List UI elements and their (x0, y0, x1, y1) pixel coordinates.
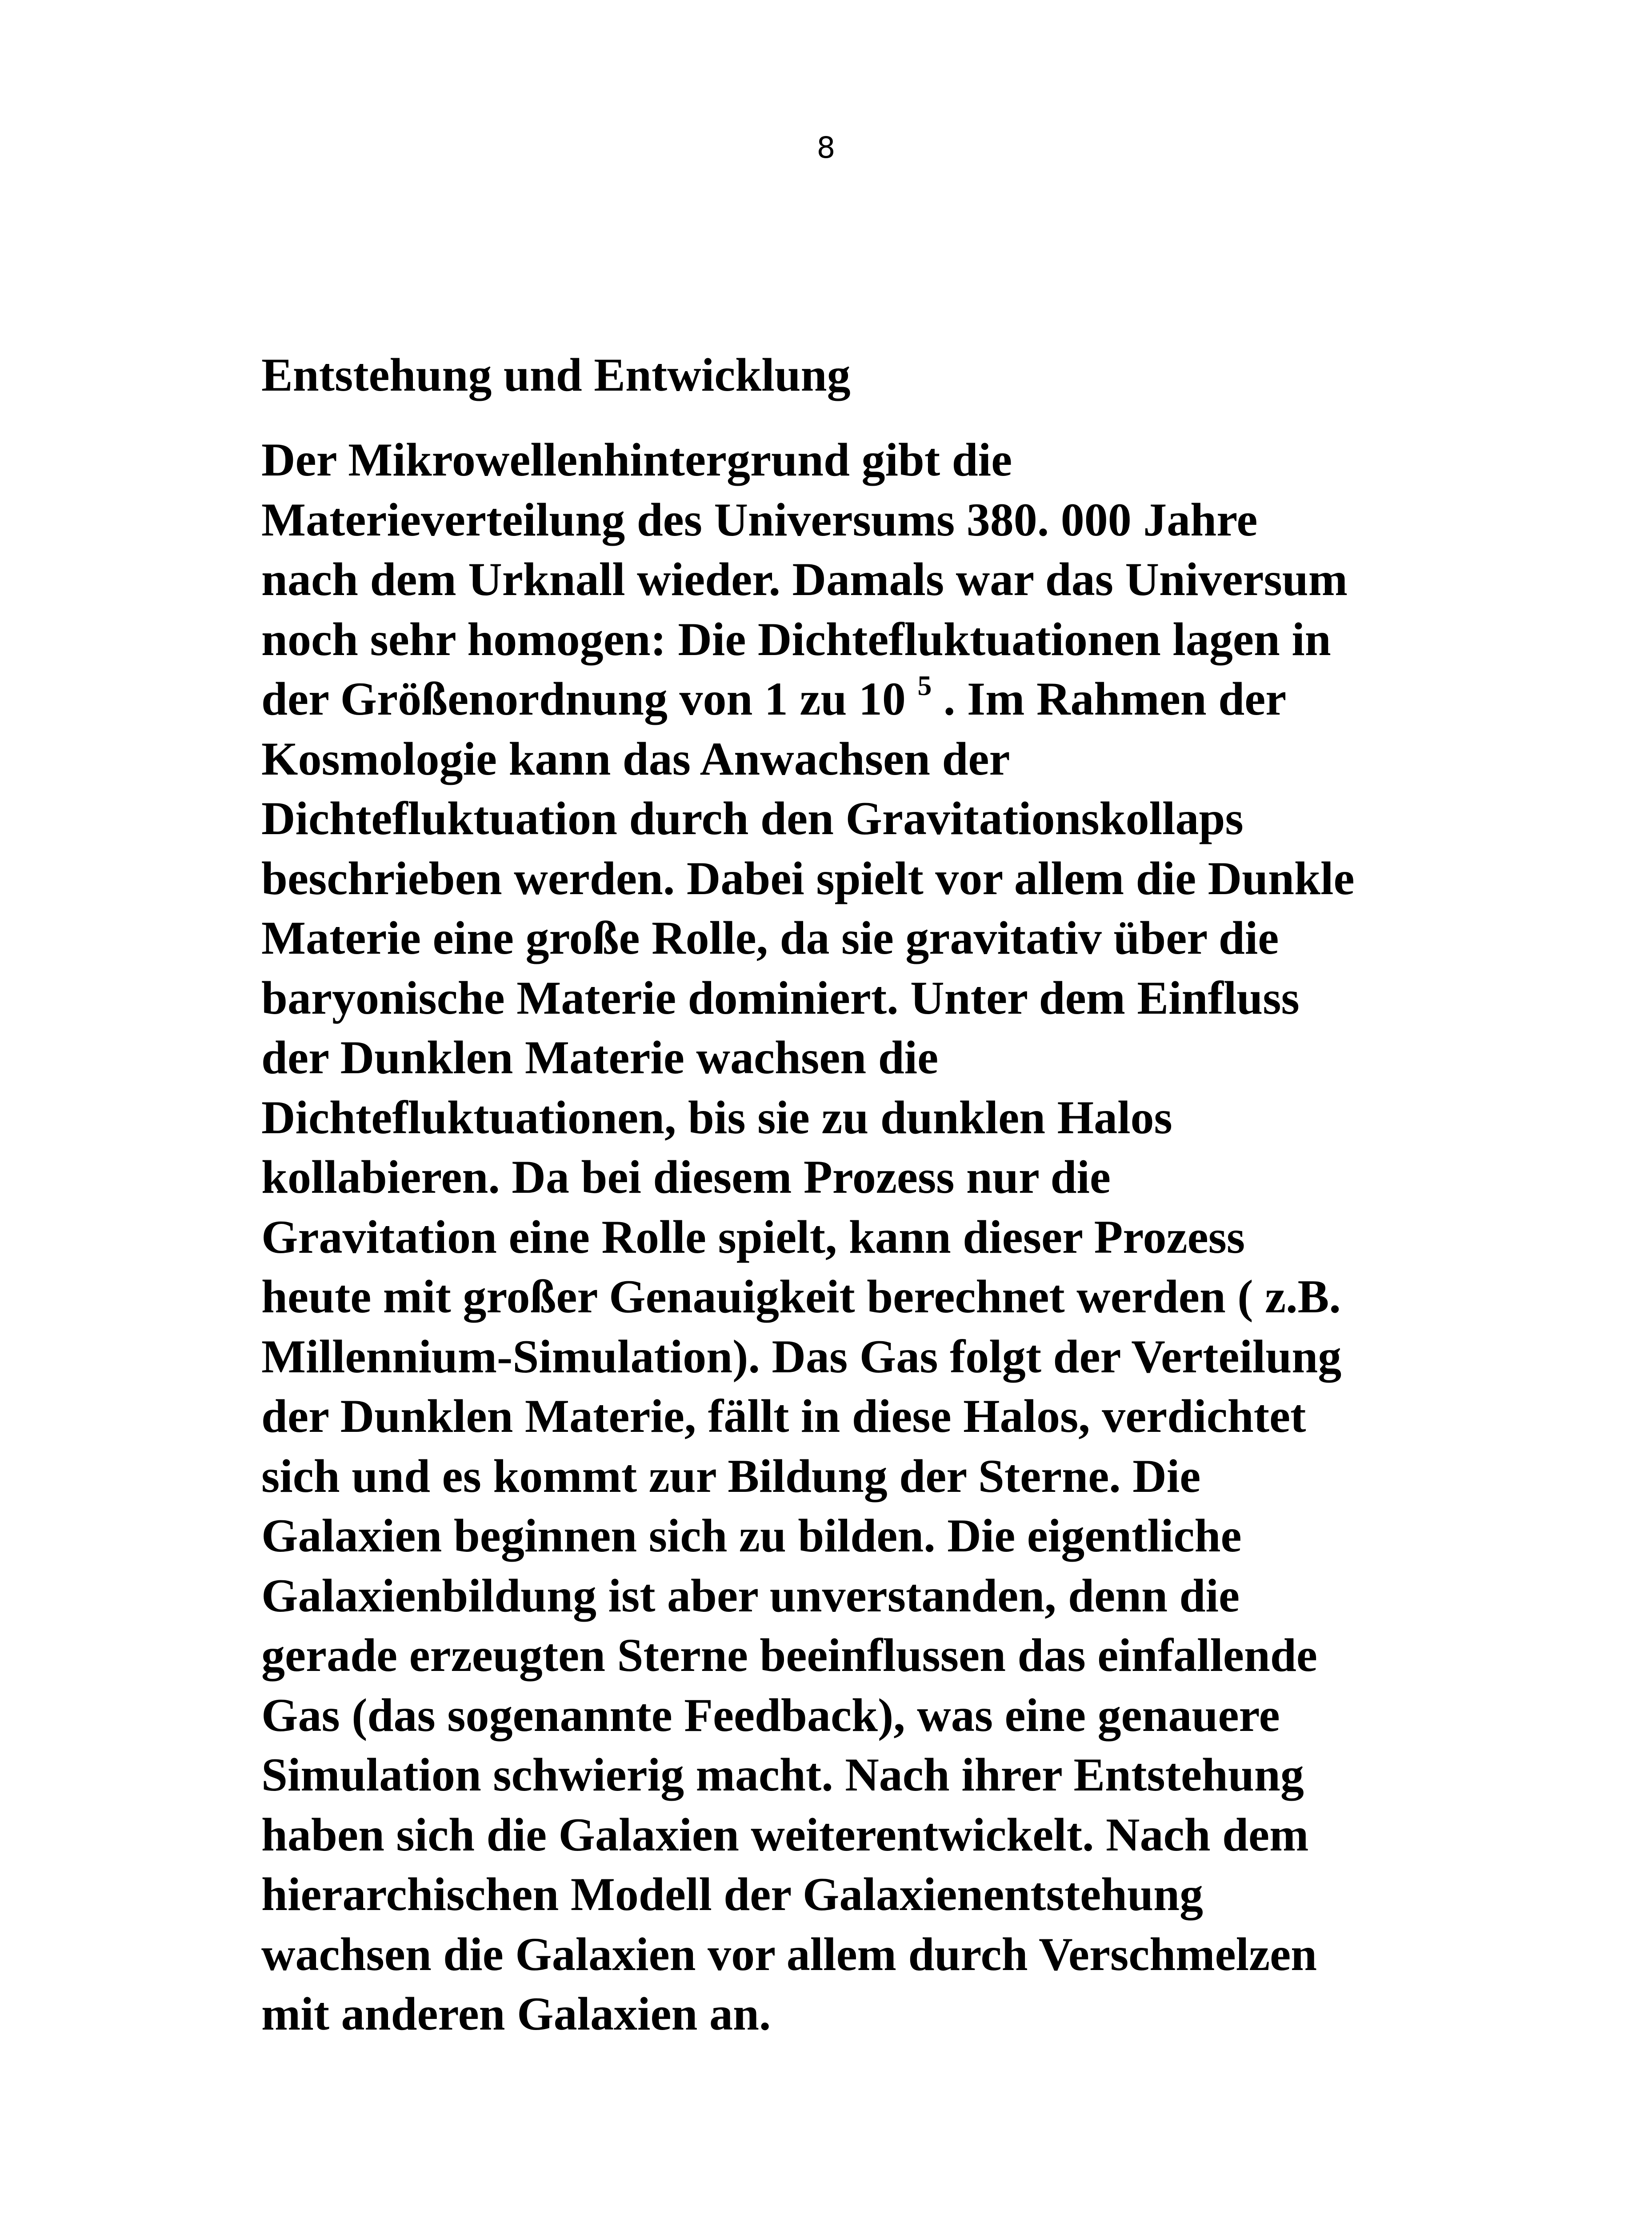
paragraph-line: Galaxienbildung ist aber unverstanden, denn die (261, 1569, 1240, 1622)
paragraph-line: der Dunklen Materie wachsen die (261, 1031, 939, 1083)
paragraph-line: noch sehr homogen: Die Dichtefluktuationen lagen in (261, 613, 1331, 665)
paragraph-line: Simulation schwierig macht. Nach ihrer Entstehung (261, 1749, 1304, 1801)
body-paragraph (261, 430, 1417, 2044)
paragraph-line: Galaxien beginnen sich zu bilden. Die eigentliche (261, 1510, 1242, 1562)
paragraph-line: Materie eine große Rolle, da sie gravitativ über die (261, 912, 1279, 964)
paragraph-line: wachsen die Galaxien vor allem durch Verschmelzen (261, 1928, 1317, 1980)
paragraph-line: baryonische Materie dominiert. Unter dem Einfluss (261, 971, 1300, 1024)
paragraph-line: Gas (das sogenannte Feedback), was eine genauere (261, 1689, 1280, 1741)
paragraph-line: Gravitation eine Rolle spielt, kann dieser Prozess (261, 1211, 1245, 1263)
exponent-superscript: 5 (917, 670, 932, 701)
paragraph-line: nach dem Urknall wieder. Damals war das Universum (261, 553, 1348, 605)
paragraph-line: hierarchischen Modell der Galaxienentstehung (261, 1868, 1204, 1920)
paragraph-line: Materieverteilung des Universums 380. 000 Jahre (261, 493, 1258, 546)
paragraph-line: kollabieren. Da bei diesem Prozess nur die (261, 1151, 1111, 1203)
paragraph-line-text: . Im Rahmen der (943, 673, 1287, 725)
page-number: 8 (816, 131, 836, 165)
paragraph-line: Dichtefluktuationen, bis sie zu dunklen Halos (261, 1091, 1172, 1143)
paragraph-line: haben sich die Galaxien weiterentwickelt. Nach dem (261, 1808, 1309, 1861)
paragraph-line: heute mit großer Genauigkeit berechnet werden ( z.B. (261, 1271, 1341, 1323)
paragraph-line: Kosmologie kann das Anwachsen der (261, 732, 1010, 785)
paragraph-line: Millennium-Simulation). Das Gas folgt der Verteilung (261, 1330, 1342, 1383)
paragraph-line: beschrieben werden. Dabei spielt vor allem die Dunkle (261, 852, 1355, 904)
paragraph-line: gerade erzeugten Sterne beeinflussen das einfallende (261, 1629, 1317, 1681)
paragraph-line: Dichtefluktuation durch den Gravitationskollaps (261, 792, 1244, 844)
paragraph-line: Der Mikrowellenhintergrund gibt die (261, 434, 1012, 486)
paragraph-line: sich und es kommt zur Bildung der Sterne. Die (261, 1450, 1201, 1502)
paragraph-line-text: der Größenordnung von 1 zu 10 (261, 673, 906, 725)
paragraph-line: der Dunklen Materie, fällt in diese Halos, verdichtet (261, 1390, 1306, 1442)
section-heading: Entstehung und Entwicklung (261, 349, 851, 401)
paragraph-line: mit anderen Galaxien an. (261, 1988, 771, 2040)
paragraph-line (261, 669, 1417, 729)
